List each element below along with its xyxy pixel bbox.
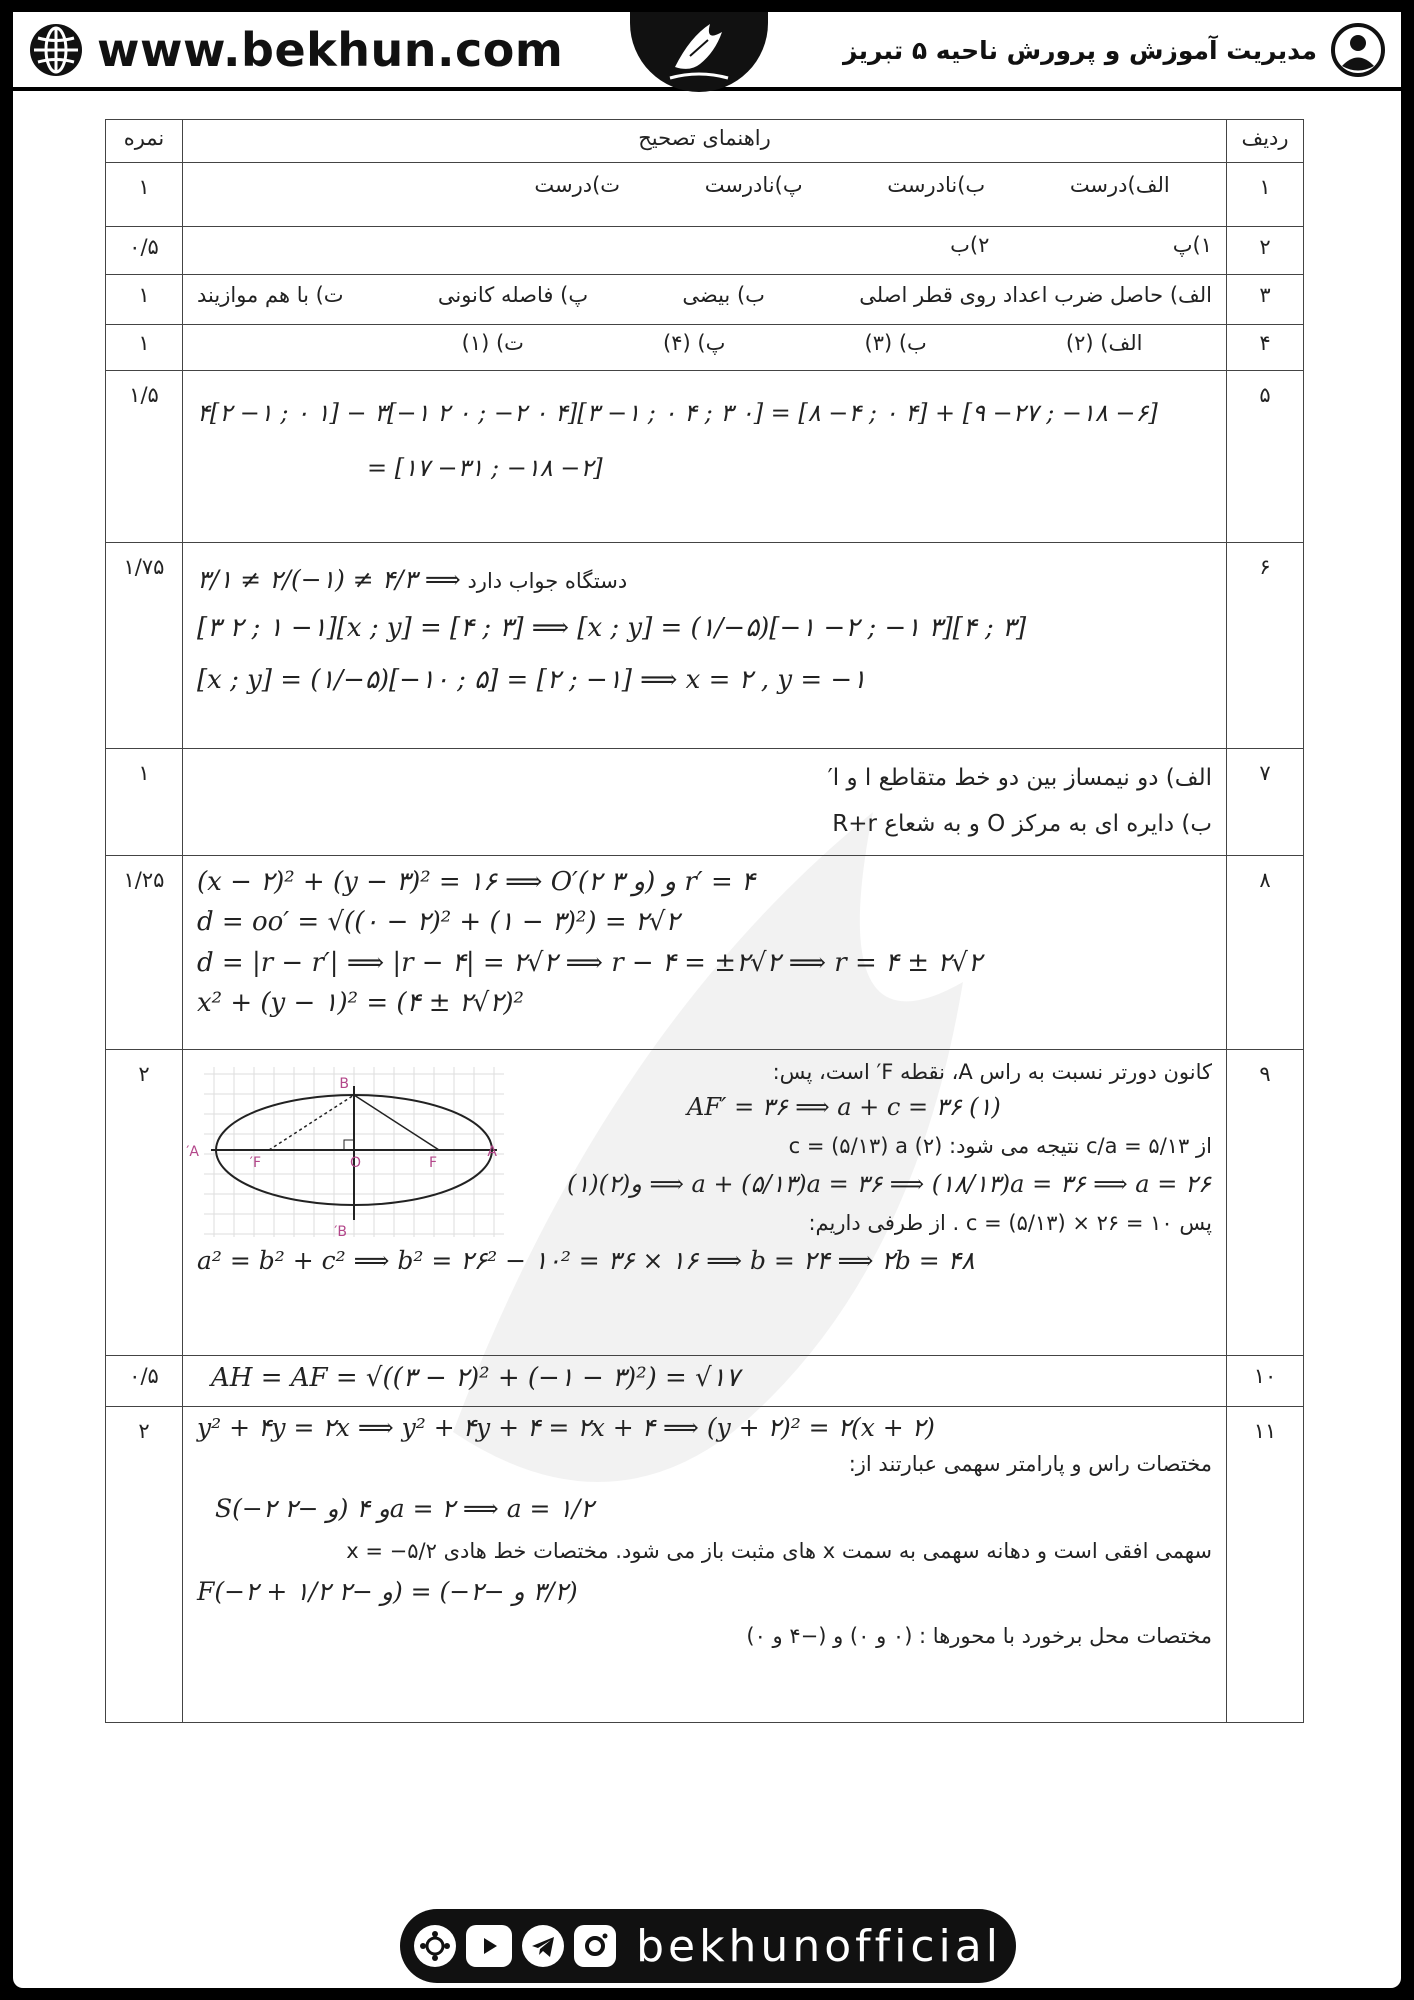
math-line: d = oo′ = √((۰ − ۲)² + (۱ − ۳)²) = ۲√۲ [197, 907, 680, 938]
statement-text: مختصات راس و پارامتر سهمی عبارتند از: [848, 1452, 1212, 1477]
row-content [183, 1356, 1227, 1407]
label-O: O [349, 1155, 361, 1171]
row-score: ۰/۵ [106, 1356, 183, 1407]
answer-item: الف)درست [1069, 173, 1170, 197]
label-A: A [487, 1144, 497, 1160]
answer-table [105, 119, 1304, 1723]
answer-item: ۲)ب [950, 233, 990, 257]
row-score: ۰/۵ [106, 227, 183, 275]
page [13, 12, 1401, 1988]
row-score: ۱/۷۵ [106, 543, 183, 749]
row-number: ۲ [1227, 227, 1304, 275]
row-number: ۱ [1227, 163, 1304, 227]
row-score: ۱ [106, 749, 183, 856]
answer-item: ب)نادرست [887, 173, 986, 197]
table-row [106, 275, 1304, 325]
row-content [183, 325, 1227, 371]
instagram-icon[interactable] [574, 1925, 616, 1967]
header-guide: راهنمای تصحیح [183, 120, 1227, 163]
row-number: ۱۱ [1227, 1407, 1304, 1723]
row-content [183, 1407, 1227, 1723]
table-row [106, 325, 1304, 371]
header-score: نمره [106, 120, 183, 163]
table-row [106, 163, 1304, 227]
header [13, 12, 1401, 91]
label-F: F [428, 1155, 437, 1171]
row-number: ۵ [1227, 371, 1304, 543]
row-content [183, 371, 1227, 543]
statement-text: از c/a = ۵/۱۳ نتیجه می شود: c = (۵/۱۳) a (۲) [788, 1133, 1212, 1158]
website-url[interactable]: www.bekhun.com [97, 23, 564, 77]
row-content [183, 543, 1227, 749]
answer-item: ب) دایره ای به مرکز O و به شعاع R+r [832, 811, 1212, 837]
row-number: ۸ [1227, 856, 1304, 1050]
row-score: ۱ [106, 325, 183, 371]
row-content [183, 275, 1227, 325]
row-number: ۱۰ [1227, 1356, 1304, 1407]
row-content [183, 856, 1227, 1050]
label-B: B [339, 1076, 349, 1092]
math-line: y² + ۴y = ۲x ⟹ y² + ۴y + ۴ = ۲x + ۴ ⟹ (y + ۲)² = ۲(x + ۲) [197, 1413, 935, 1443]
logo-mark-icon [630, 12, 768, 92]
math-line: d = |r − r′| ⟹ |r − ۴| = ۲√۲ ⟹ r − ۴ = ±۲√۲ ⟹ r = ۴ ± ۲√۲ [197, 947, 982, 978]
row-score: ۱/۲۵ [106, 856, 183, 1050]
answer-item: الف) حاصل ضرب اعداد روی قطر اصلی [859, 283, 1212, 307]
statement-text: سهمی افقی است و دهانه سهمی به سمت x های مثبت باز می شود. مختصات خط هادی x = −۵/۲ [346, 1538, 1212, 1563]
table-row [106, 227, 1304, 275]
math-line: ۴[۲ −۱ ; ۰ ۱] − ۳[−۱ ۲ ۰ ; −۲ ۰ ۴][۳ −۱ ; ۰ ۴ ; ۳ ۰] = [۸ −۴ ; ۰ ۴] + [۹ −۲۷ ; −۱۸ −۶] [197, 399, 1158, 427]
answer-item: پ) فاصله کانونی [437, 283, 589, 307]
social-footer [400, 1909, 1016, 1983]
math-inline: ۳/۱ ≠ ۲/(−۱) ≠ ۴/۳ ⟹ [197, 565, 461, 594]
row-number: ۶ [1227, 543, 1304, 749]
header-row-number: ردیف [1227, 120, 1304, 163]
row-number: ۹ [1227, 1050, 1304, 1356]
table-row [106, 1356, 1304, 1407]
row-number: ۳ [1227, 275, 1304, 325]
aparat-icon[interactable] [414, 1925, 456, 1967]
telegram-icon[interactable] [522, 1925, 564, 1967]
label-A-prime: A′ [186, 1144, 199, 1160]
math-line: S(−۲ و −۲) و ۴a = ۲ ⟹ a = ۱/۲ [215, 1494, 594, 1524]
globe-icon [27, 21, 85, 79]
ellipse-figure [186, 1062, 509, 1240]
answer-item: ب) بیضی [682, 283, 765, 307]
answer-item: ت) (۱) [461, 331, 524, 355]
statement-text: مختصات محل برخورد با محورها : (۰ و ۰) و (−۴ و ۰) [746, 1623, 1212, 1648]
table-row [106, 1050, 1304, 1356]
answer-item: الف) دو نیمساز بین دو خط متقاطع l و l′ [827, 765, 1212, 791]
answer-item: ب) (۳) [864, 331, 927, 355]
row-number: ۷ [1227, 749, 1304, 856]
row-score: ۱/۵ [106, 371, 183, 543]
answer-item: ۱)پ [1172, 233, 1212, 257]
label-B-prime: B′ [334, 1224, 347, 1240]
answer-item: ت) با هم موازیند [197, 283, 344, 307]
row-content [183, 1050, 1227, 1356]
table-header-row [106, 120, 1304, 163]
statement-text: دستگاه جواب دارد [467, 569, 628, 593]
answer-item: پ)نادرست [704, 173, 803, 197]
label-F-prime: F′ [249, 1155, 261, 1171]
statement-text: کانون دورتر نسبت به راس A، نقطه F′ است، پس: [772, 1060, 1212, 1084]
answer-item: پ) (۴) [663, 331, 726, 355]
answer-item: ت)درست [534, 173, 621, 197]
math-line: a² = b² + c² ⟹ b² = ۲۶² − ۱۰² = ۳۶ × ۱۶ ⟹ b = ۲۴ ⟹ ۲b = ۴۸ [197, 1246, 975, 1276]
math-line: AH = AF = √((۳ − ۲)² + (−۱ − ۳)²) = √۱۷ [211, 1363, 740, 1393]
math-line: (x − ۲)² + (y − ۳)² = ۱۶ ⟹ O′(۲ و ۳) و r′ = ۴ [197, 867, 755, 897]
table-row [106, 856, 1304, 1050]
bekhun-logo [630, 12, 768, 92]
row-score: ۲ [106, 1407, 183, 1723]
row-score: ۲ [106, 1050, 183, 1356]
math-line: AF′ = ۳۶ ⟹ a + c = ۳۶ (۱) [687, 1092, 1001, 1121]
organization-name: مدیریت آموزش و پرورش ناحیه ۵ تبریز [843, 35, 1317, 65]
social-handle[interactable]: bekhunofficial [636, 1920, 1002, 1972]
youtube-icon[interactable] [466, 1925, 512, 1967]
table-row [106, 543, 1304, 749]
row-content [183, 163, 1227, 227]
table-row [106, 749, 1304, 856]
organization-block [843, 20, 1387, 80]
row-content [183, 227, 1227, 275]
row-content [183, 749, 1227, 856]
math-line: [۳ ۲ ; ۱ −۱][x ; y] = [۴ ; ۳] ⟹ [x ; y] = (۱/−۵)[−۱ −۲ ; −۱ ۳][۴ ; ۳] [197, 613, 1027, 643]
row-score: ۱ [106, 163, 183, 227]
math-line: [x ; y] = (۱/−۵)[−۱۰ ; ۵] = [۲ ; −۱] ⟹ x = ۲ , y = −۱ [197, 665, 867, 696]
math-line: = [۱۷ −۳۱ ; −۱۸ −۲] [367, 454, 603, 483]
table-row [106, 1407, 1304, 1723]
answer-item: الف) (۲) [1065, 331, 1143, 355]
row-number: ۴ [1227, 325, 1304, 371]
math-line: (۱)و(۲) ⟹ a + (۵/۱۳)a = ۳۶ ⟹ (۱۸/۱۳)a = ۳۶ ⟹ a = ۲۶ [567, 1170, 1211, 1199]
math-line: x² + (y − ۱)² = (۴ ± ۲√۲)² [197, 987, 524, 1018]
website-block[interactable] [27, 20, 563, 80]
math-line: F(−۲ + ۱/۲ و −۲) = (−۳/۲ و −۲) [197, 1576, 578, 1606]
statement-text: پس c = (۵/۱۳) × ۲۶ = ۱۰ . از طرفی داریم: [808, 1211, 1212, 1236]
user-avatar-icon [1329, 21, 1387, 79]
row-score: ۱ [106, 275, 183, 325]
table-row [106, 371, 1304, 543]
